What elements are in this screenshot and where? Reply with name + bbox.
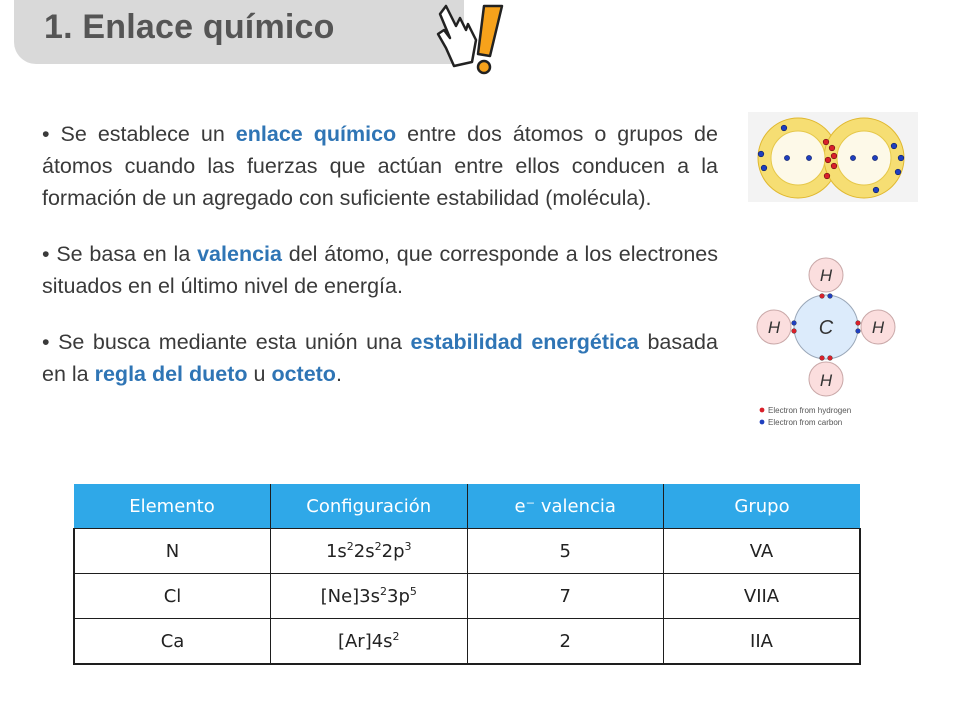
pointing-hand-exclamation-icon [432, 0, 512, 80]
header-grupo: Grupo [664, 484, 861, 529]
legend-carbon-electron: Electron from carbon [768, 418, 843, 427]
orbital-text: [Ne]3s [320, 585, 381, 607]
orbital-text: 1s [325, 540, 347, 562]
orbital-text: 3p [387, 585, 410, 607]
cell-configuracion [271, 529, 468, 574]
page-title: 1. Enlace químico [44, 8, 335, 46]
hydrogen-label: H [767, 318, 781, 337]
bullet-text: Se busca mediante esta unión una [58, 330, 411, 354]
cell-valencia: 2 [467, 619, 664, 665]
cell-elemento: Ca [74, 619, 271, 665]
cell-grupo: VIIA [664, 574, 861, 619]
orbital-superscript: 2 [380, 584, 388, 598]
orbital-text: 2s [353, 540, 375, 562]
orbital-superscript: 5 [409, 584, 417, 598]
orbital-superscript: 2 [346, 539, 354, 553]
bullet-text: del átomo, que corresponde a los electrones situados en el último nivel de energía. [42, 242, 718, 298]
orbital-text: [Ar]4s [337, 630, 393, 652]
bullet-item [42, 238, 718, 302]
bullet-list [42, 118, 718, 414]
hydrogen-label: H [819, 266, 833, 285]
header-elemento: Elemento [74, 484, 271, 529]
bullet-text: entre dos átomos o grupos de átomos cuando las fuerzas que actúan entre ellos conducen a la formación de un agregado con suficiente estabilidad (molécula). [42, 122, 718, 210]
bullet-text: Se basa en la [56, 242, 198, 266]
legend-hydrogen-electron: Electron from hydrogen [768, 406, 852, 415]
highlighted-term: estabilidad energética [410, 330, 639, 354]
shared-electron-orbits-image [748, 112, 918, 202]
bullet-text: basada en la [42, 330, 718, 386]
cell-valencia: 7 [467, 574, 664, 619]
table-row [74, 529, 860, 574]
bullet-text: u [247, 362, 272, 386]
bullet-dot: • [42, 242, 57, 266]
table-header-row [74, 484, 860, 529]
bullet-dot: • [42, 330, 59, 354]
bullet-text: Se establece un [60, 122, 236, 146]
header-configuracion: Configuración [271, 484, 468, 529]
hydrogen-label: H [871, 318, 885, 337]
bullet-dot: • [42, 122, 61, 146]
cell-elemento: Cl [74, 574, 271, 619]
bullet-item [42, 326, 718, 390]
cell-grupo: IIA [664, 619, 861, 665]
cell-elemento: N [74, 529, 271, 574]
orbital-superscript: 2 [374, 539, 382, 553]
highlighted-term: regla del dueto [94, 362, 248, 386]
orbital-superscript: 3 [404, 539, 412, 553]
table-row [74, 619, 860, 665]
highlighted-term: octeto [271, 362, 336, 386]
table-row [74, 574, 860, 619]
header-valencia: e⁻ valencia [467, 484, 664, 529]
highlighted-term: valencia [197, 242, 282, 266]
cell-valencia: 5 [467, 529, 664, 574]
carbon-label: C [818, 317, 834, 339]
bullet-text: . [335, 362, 342, 386]
cell-grupo: VA [664, 529, 861, 574]
cell-configuracion [271, 574, 468, 619]
element-configuration-table [73, 484, 861, 665]
bullet-item [42, 118, 718, 214]
orbital-text: 2p [381, 540, 405, 562]
methane-bonding-diagram [752, 255, 912, 435]
highlighted-term: enlace químico [235, 122, 397, 146]
hydrogen-label: H [819, 371, 833, 390]
orbital-superscript: 2 [392, 629, 400, 643]
cell-configuracion [271, 619, 468, 665]
